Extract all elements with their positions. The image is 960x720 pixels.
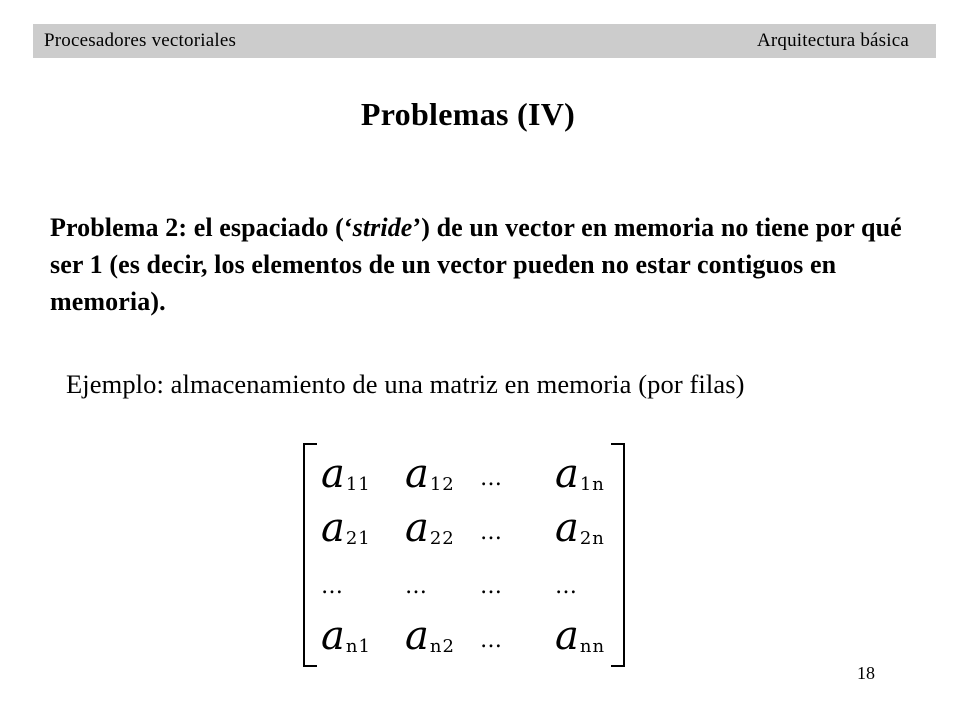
matrix-ellipsis: … xyxy=(480,573,503,599)
matrix-cell xyxy=(551,555,611,609)
matrix-element-subscript: 2n xyxy=(579,527,605,549)
matrix-element-subscript: n2 xyxy=(429,635,455,657)
matrix-element-symbol: a xyxy=(405,613,429,659)
matrix-cell xyxy=(551,447,611,501)
matrix-cell xyxy=(317,555,401,609)
problem-statement xyxy=(50,209,940,320)
matrix-element-subscript: 21 xyxy=(345,527,371,549)
matrix-element-symbol: a xyxy=(321,451,345,497)
matrix-ellipsis: … xyxy=(480,519,503,545)
problem-emphasis: stride xyxy=(352,213,413,242)
example-text: Ejemplo: almacenamiento de una matriz en memoria (por filas) xyxy=(66,369,745,399)
header-topic: Arquitectura básica xyxy=(756,30,909,51)
slide-header xyxy=(33,24,936,58)
slide-title: Problemas (IV) xyxy=(360,96,576,132)
matrix-cell xyxy=(551,501,611,555)
matrix-element-subscript: nn xyxy=(579,635,606,657)
matrix-ellipsis: … xyxy=(555,573,578,599)
matrix-ellipsis: … xyxy=(321,573,344,599)
matrix xyxy=(303,443,625,667)
matrix-element-subscript: 12 xyxy=(429,473,455,495)
matrix-cell xyxy=(476,555,551,609)
matrix-cell xyxy=(551,609,611,663)
matrix-cell xyxy=(317,609,401,663)
matrix-cell xyxy=(476,501,551,555)
matrix-element-symbol: a xyxy=(321,613,345,659)
matrix-ellipsis: … xyxy=(405,573,428,599)
page-number: 18 xyxy=(857,663,875,683)
matrix-cell xyxy=(401,609,476,663)
matrix-element-symbol: a xyxy=(405,451,429,497)
matrix-element-symbol: a xyxy=(555,613,579,659)
matrix-cells xyxy=(317,447,611,663)
matrix-element-symbol: a xyxy=(321,505,345,551)
matrix-element-symbol: a xyxy=(555,451,579,497)
matrix-cell xyxy=(401,501,476,555)
matrix-element-subscript: 11 xyxy=(345,473,371,495)
matrix-element-symbol: a xyxy=(405,505,429,551)
header-section-title: Procesadores vectoriales xyxy=(44,30,237,51)
matrix-element-subscript: 22 xyxy=(429,527,455,549)
matrix-element-symbol: a xyxy=(555,505,579,551)
matrix-element-subscript: n1 xyxy=(345,635,371,657)
matrix-ellipsis: … xyxy=(480,627,503,653)
matrix-element-subscript: 1n xyxy=(579,473,605,495)
matrix-cell xyxy=(317,447,401,501)
problem-rest: ’) de un vector en memoria no tiene por qué ser 1 (es decir, los elementos de un vector pueden no estar contiguos en memoria). xyxy=(50,213,902,316)
matrix-cell xyxy=(317,501,401,555)
matrix-cell xyxy=(401,447,476,501)
matrix-cell xyxy=(476,447,551,501)
matrix-ellipsis: … xyxy=(480,465,503,491)
matrix-cell xyxy=(476,609,551,663)
matrix-left-bracket xyxy=(303,443,317,667)
matrix-cell xyxy=(401,555,476,609)
matrix-right-bracket xyxy=(611,443,625,667)
problem-lead: Problema 2: el espaciado (‘ xyxy=(50,213,353,242)
